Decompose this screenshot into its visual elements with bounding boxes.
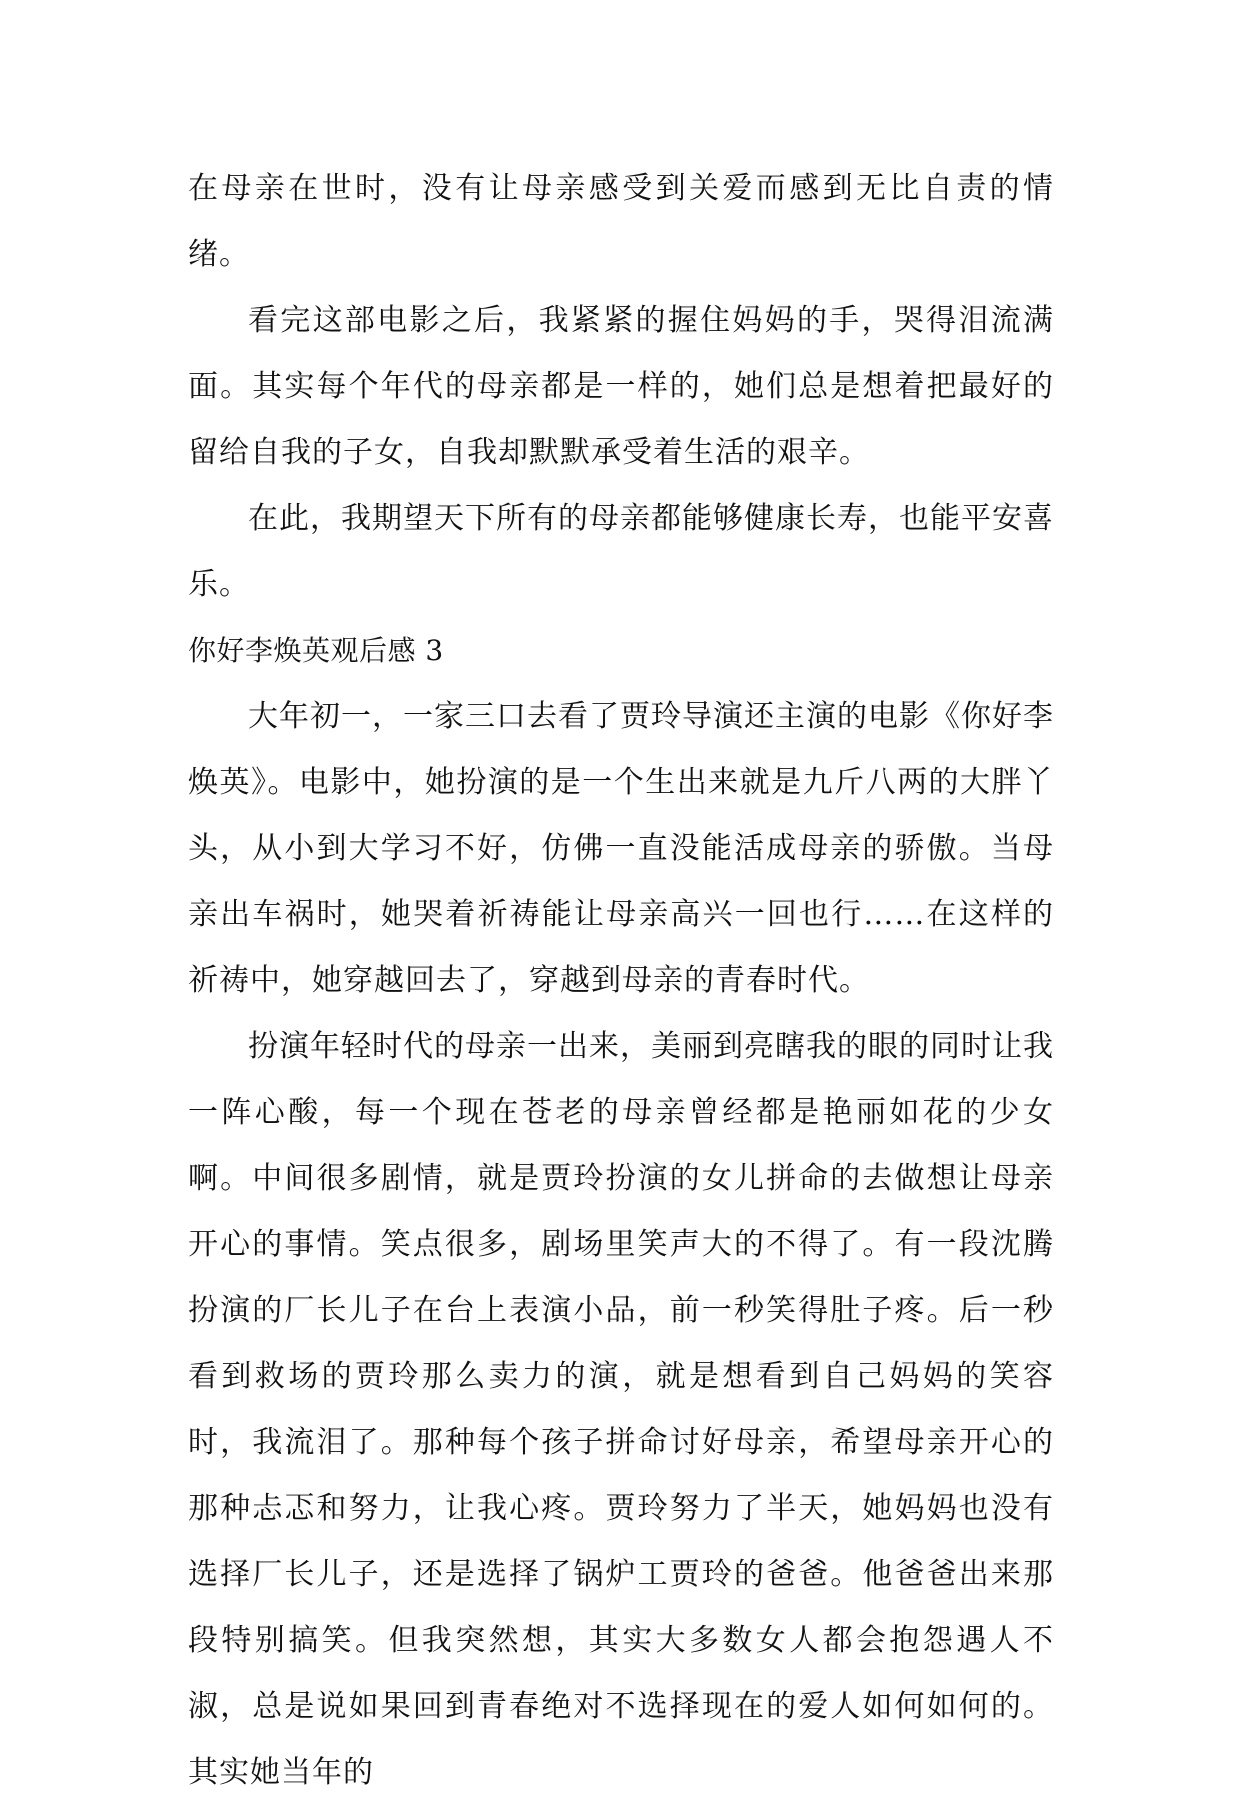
paragraph-1: 在母亲在世时，没有让母亲感受到关爱而感到无比自责的情绪。 bbox=[188, 171, 1054, 272]
paragraph-2: 看完这部电影之后，我紧紧的握住妈妈的手，哭得泪流满面。其实每个年代的母亲都是一样的，她们总是想着把最好的留给自我的子女，自我却默默承受着生活的艰辛。 bbox=[188, 303, 1054, 470]
section-title: 你好李焕英观后感 3 bbox=[188, 634, 444, 667]
paragraph-3: 在此，我期望天下所有的母亲都能够健康长寿，也能平安喜乐。 bbox=[188, 501, 1054, 602]
document-body bbox=[188, 156, 1054, 1806]
paragraph-5: 扮演年轻时代的母亲一出来，美丽到亮瞎我的眼的同时让我一阵心酸，每一个现在苍老的母亲曾经都是艳丽如花的少女啊。中间很多剧情，就是贾玲扮演的女儿拼命的去做想让母亲开心的事情。笑点很多，剧场里笑声大的不得了。有一段沈腾扮演的厂长儿子在台上表演小品，前一秒笑得肚子疼。后一秒看到救场的贾玲那么卖力的演，就是想看到自己妈妈的笑容时，我流泪了。那种每个孩子拼命讨好母亲，希望母亲开心的那种忐忑和努力，让我心疼。贾玲努力了半天，她妈妈也没有选择厂长儿子，还是选择了锅炉工贾玲的爸爸。他爸爸出来那段特别搞笑。但我突然想，其实大多数女人都会抱怨遇人不淑，总是说如果回到青春绝对不选择现在的爱人如何如何的。其实她当年的 bbox=[188, 1029, 1054, 1790]
paragraph-4: 大年初一，一家三口去看了贾玲导演还主演的电影《你好李焕英》。电影中，她扮演的是一个生出来就是九斤八两的大胖丫头，从小到大学习不好，仿佛一直没能活成母亲的骄傲。当母亲出车祸时，她哭着祈祷能让母亲高兴一回也行……在这样的祈祷中，她穿越回去了，穿越到母亲的青春时代。 bbox=[188, 699, 1054, 998]
